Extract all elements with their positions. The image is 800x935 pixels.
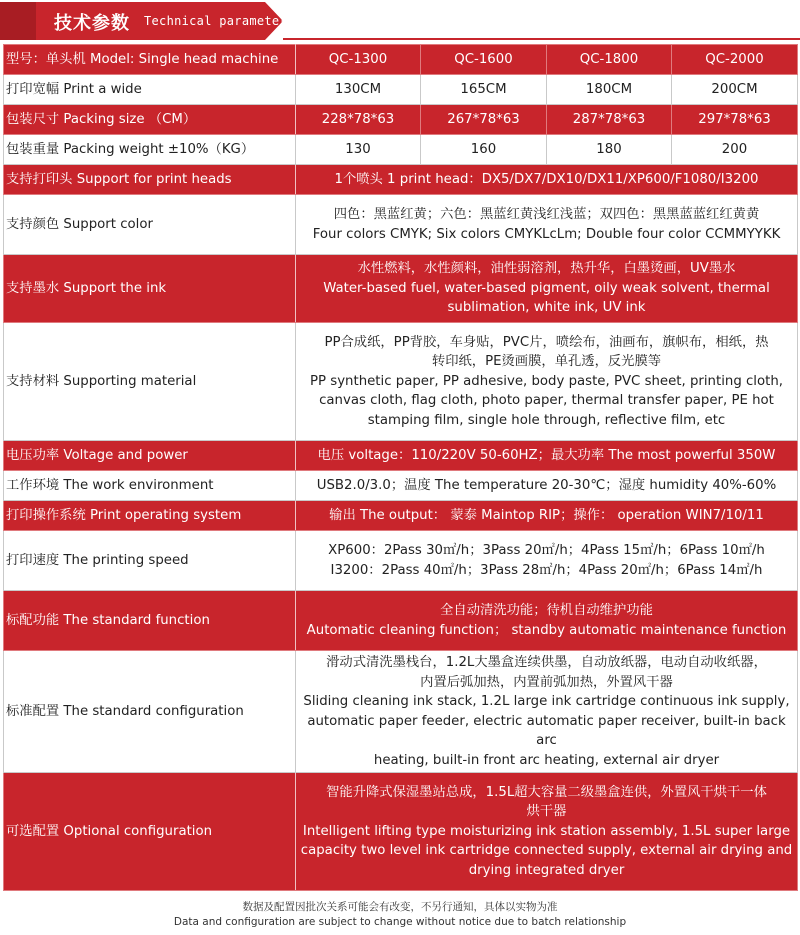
spec-value-line: Automatic cleaning function； standby automatic maintenance function [306, 622, 787, 638]
model-cell: QC-2000 [672, 45, 798, 75]
footer-note-cn: 数据及配置因批次关系可能会有改变，不另行通知，具体以实物为准 [242, 901, 558, 913]
spec-row-label: 可选配置 Optional configuration [4, 773, 296, 891]
spec-value-line: canvas cloth, flag cloth, photo paper, thermal transfer paper, PE hot [319, 393, 774, 409]
spec-value-line: Sliding cleaning ink stack, 1.2L large ink cartridge continuous ink supply, [303, 694, 790, 709]
spec-row-label: 支持打印头 Support for print heads [4, 165, 296, 195]
spec-row-value [296, 255, 798, 323]
spec-value-line: 滑动式清洗墨栈台，1.2L大墨盒连续供墨，自动放纸器，电动自动收纸器， [326, 655, 767, 670]
spec-row-label: 电压功率 Voltage and power [4, 441, 296, 471]
spec-row-value [296, 323, 798, 441]
spec-value-line: Water-based fuel, water-based pigment, oily weak solvent, thermal [323, 280, 770, 296]
spec-value-line: XP600：2Pass 30㎡/h；3Pass 20㎡/h；4Pass 15㎡/h；6Pass 10㎡/h [328, 543, 765, 558]
spec-row [4, 773, 798, 891]
spec-row-value [296, 501, 798, 531]
print-width-cell: 180CM [547, 75, 672, 105]
spec-row-label: 工作环境 The work environment [4, 471, 296, 501]
spec-row-value [296, 651, 798, 773]
spec-value-line: Intelligent lifting type moisturizing ink station assembly, 1.5L super large [302, 823, 791, 839]
packing-size-cell: 287*78*63 [547, 105, 672, 135]
spec-row-label: 标准配置 The standard configuration [4, 651, 296, 773]
spec-row [4, 195, 798, 255]
spec-value-line: Four colors CMYK; Six colors CMYKLcLm; Double four color CCMMYYKK [312, 226, 781, 242]
model-cell: QC-1600 [421, 45, 547, 75]
spec-row-value [296, 195, 798, 255]
spec-row-label: 支持墨水 Support the ink [4, 255, 296, 323]
spec-row [4, 501, 798, 531]
spec-value-line: 输出 The output： 蒙泰 Maintop RIP；操作： operation WIN7/10/11 [329, 507, 764, 523]
spec-row-label: 打印速度 The printing speed [4, 531, 296, 591]
spec-value-line: 四色：黑蓝红黄；六色：黑蓝红黄浅红浅蓝；双四色：黑黑蓝蓝红红黄黄 [333, 207, 760, 222]
packing-weight-cell: 130 [296, 135, 421, 165]
spec-row-value [296, 773, 798, 891]
spec-value-line: 烘干器 [526, 804, 567, 820]
spec-row [4, 651, 798, 773]
spec-row [4, 471, 798, 501]
spec-row-label: 支持材料 Supporting material [4, 323, 296, 441]
print-width-cell: 200CM [672, 75, 798, 105]
header-title-cn: 技术参数 [54, 13, 130, 34]
print-width-label: 打印宽幅 Print a wide [4, 75, 296, 105]
spec-row-label: 打印操作系统 Print operating system [4, 501, 296, 531]
spec-value-line: USB2.0/3.0；温度 The temperature 20-30℃；湿度 humidity 40%-60% [316, 477, 777, 493]
spec-row-label: 标配功能 The standard function [4, 591, 296, 651]
spec-value-line: automatic paper feeder, electric automatic paper receiver, built-in back arc [307, 713, 786, 748]
spec-value-line: drying integrated dryer [468, 862, 625, 878]
packing-weight-cell: 200 [672, 135, 798, 165]
spec-row-label: 支持颜色 Support color [4, 195, 296, 255]
spec-row-value [296, 531, 798, 591]
spec-value-line: I3200：2Pass 40㎡/h；3Pass 28㎡/h；4Pass 20㎡/h；6Pass 14㎡/h [330, 562, 763, 578]
spec-table [3, 44, 798, 891]
spec-value-line: heating, built-in front arc heating, external air dryer [373, 752, 720, 768]
packing-weight-cell: 160 [421, 135, 547, 165]
spec-row [4, 591, 798, 651]
header-rule [283, 38, 800, 40]
spec-row-value [296, 441, 798, 471]
spec-row [4, 165, 798, 195]
spec-value-line: 全自动清洗功能；待机自动维护功能 [440, 603, 653, 618]
spec-value-line: sublimation, white ink, UV ink [447, 300, 646, 316]
spec-value-line: 智能升降式保湿墨站总成，1.5L超大容量二级墨盒连供，外置风干烘干一体 [326, 784, 767, 800]
spec-value-line: 1个喷头 1 print head：DX5/DX7/DX10/DX11/XP600/F1080/I3200 [334, 171, 759, 187]
spec-row [4, 255, 798, 323]
spec-value-line: 水性燃料，水性颜料，油性弱溶剂，热升华，白墨烫画，UV墨水 [357, 261, 736, 277]
packing-size-label: 包装尺寸 Packing size （CM） [4, 105, 296, 135]
spec-value-line: 电压 voltage：110/220V 50-60HZ；最大功率 The most powerful 350W [317, 447, 776, 463]
section-header [0, 0, 800, 44]
model-cell: QC-1300 [296, 45, 421, 75]
packing-weight-label: 包装重量 Packing weight ±10%（KG） [4, 135, 296, 165]
footer-note [0, 900, 800, 930]
spec-value-line: stamping film, single hole through, reflective film, etc [367, 412, 726, 428]
packing-weight-cell: 180 [547, 135, 672, 165]
spec-row-value [296, 165, 798, 195]
model-cell: QC-1800 [547, 45, 672, 75]
spec-value-line: PP synthetic paper, PP adhesive, body paste, PVC sheet, printing cloth, [310, 373, 783, 389]
header-title-en: Technical parameters [144, 14, 295, 28]
packing-size-cell: 297*78*63 [672, 105, 798, 135]
spec-value-line: 内置后弧加热，内置前弧加热，外置风干器 [420, 674, 673, 690]
print-width-row [4, 75, 798, 105]
header-accent [0, 2, 36, 40]
footer-note-en: Data and configuration are subject to change without notice due to batch relationship [173, 916, 627, 928]
packing-size-row [4, 105, 798, 135]
spec-row-value [296, 471, 798, 501]
spec-row [4, 323, 798, 441]
spec-row [4, 531, 798, 591]
spec-value-line: capacity two level ink cartridge connected supply, external air drying and [300, 843, 793, 859]
packing-weight-row [4, 135, 798, 165]
spec-value-line: PP合成纸，PP背胶，车身贴，PVC片，喷绘布，油画布，旗帜布，相纸，热 [324, 334, 769, 350]
model-row [4, 45, 798, 75]
spec-row [4, 441, 798, 471]
print-width-cell: 130CM [296, 75, 421, 105]
packing-size-cell: 228*78*63 [296, 105, 421, 135]
print-width-cell: 165CM [421, 75, 547, 105]
model-label: 型号：单头机 Model: Single head machine [4, 45, 296, 75]
spec-row-value [296, 591, 798, 651]
packing-size-cell: 267*78*63 [421, 105, 547, 135]
spec-value-line: 转印纸，PE烫画膜，单孔透，反光膜等 [431, 354, 662, 370]
